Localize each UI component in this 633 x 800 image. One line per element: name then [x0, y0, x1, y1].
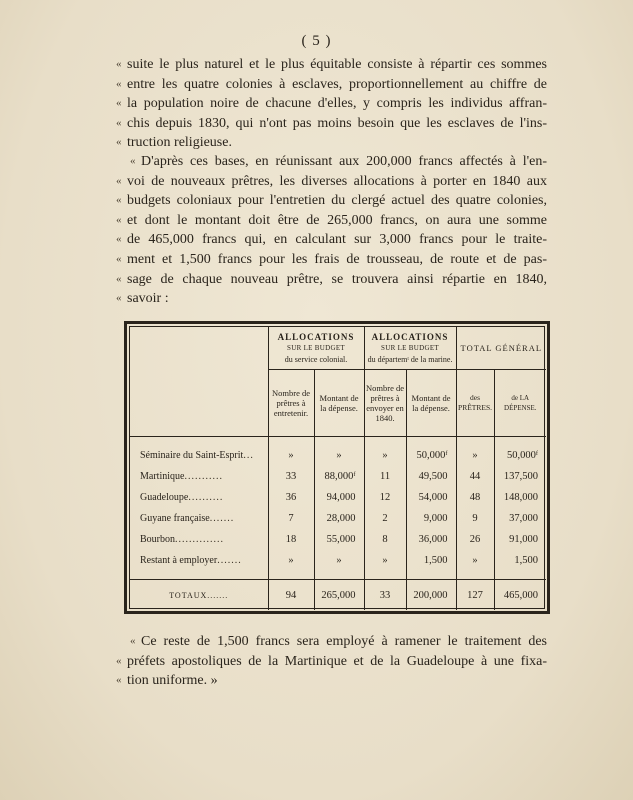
quote-mark: «	[130, 635, 136, 647]
paragraph-2-line-4: et dont le montant doit être de 265,000 francs, on aura une somme	[127, 212, 547, 228]
quote-mark: «	[116, 116, 122, 129]
paragraph-2-line-5: de 465,000 francs qui, en calculant sur 3,000 francs pour le traite-	[127, 232, 547, 248]
table-row: Guyane française....... 7 28,000 2 9,000 9 37,000	[130, 508, 546, 529]
paragraph-3-line-3: tion uniforme. »	[127, 673, 218, 689]
paragraph-2-line-3: budgets coloniaux pour l'entretien du clergé actuel des quatre colonies,	[127, 193, 547, 209]
paragraph-1-line-2: entre les quatre colonies à esclaves, proportionnellement au chiffre de	[127, 76, 547, 92]
group-header-colonial: ALLOCATIONS SUR LE BUDGET du service colonial.	[268, 327, 364, 370]
allocation-table	[130, 327, 546, 610]
quote-mark: «	[116, 97, 122, 110]
quote-mark: «	[116, 136, 122, 149]
paragraph-2-line-1: D'après ces bases, en réunissant aux 200,000 francs affectés à l'en-	[141, 154, 547, 169]
quote-mark: «	[116, 174, 122, 187]
page-number: ( 5 )	[301, 33, 332, 49]
col-header-priests-send: Nombre de prêtres à envoyer en 1840.	[364, 370, 406, 437]
quote-mark: «	[116, 654, 122, 667]
table-row: Guadeloupe.......... 36 94,000 12 54,000 48 148,000	[130, 487, 546, 508]
paragraph-2-line-6: ment et 1,500 francs pour les frais de trousseau, de route et de pas-	[127, 251, 547, 267]
paragraph-3-line-1: Ce reste de 1,500 francs sera employé à ramener le traitement des	[141, 634, 547, 649]
col-header-priests-maintain: Nombre de prêtres à entretenir.	[268, 370, 314, 437]
quote-mark: «	[116, 58, 122, 70]
paragraph-1-line-4: chis depuis 1830, qui n'ont pas moins besoin que les esclaves de l'ins-	[127, 115, 547, 131]
quote-mark: «	[116, 252, 122, 265]
paragraph-2-line-8: savoir :	[127, 291, 169, 307]
paragraph-2-line-2: voi de nouveaux prêtres, les diverses allocations à porter en 1840 aux	[127, 173, 547, 189]
paragraph-1-line-1: suite le plus naturel et le plus équitable consiste à répartir ces sommes	[127, 57, 547, 72]
table-row: Martinique........... 33 88,000ᶠ 11 49,500 44 137,500	[130, 466, 546, 487]
col-header-total-priests: des PRÊTRES.	[456, 370, 494, 437]
quote-mark: «	[116, 272, 122, 285]
quote-mark: «	[116, 674, 122, 687]
quote-mark: «	[116, 292, 122, 305]
paragraph-3	[116, 632, 547, 691]
table-total-row: TOTAUX....... 94 265,000 33 200,000 127 465,000	[130, 580, 546, 611]
paragraph-3-line-2: préfets apostoliques de la Martinique et de la Guadeloupe à une fixa-	[127, 653, 547, 669]
col-header-expense-2: Montant de la dépense.	[406, 370, 456, 437]
allocation-table-frame	[124, 321, 550, 614]
paragraph-1-line-3: la population noire de chacune d'elles, y compris les individus affran-	[127, 96, 547, 112]
paragraph-2	[116, 152, 547, 309]
table-row: Séminaire du Saint-Esprit... » » » 50,000ᶠ » 50,000ᶠ	[130, 445, 546, 466]
paragraph-1-line-5: truction religieuse.	[127, 135, 232, 151]
quote-mark: «	[116, 213, 122, 226]
paragraph-1	[116, 55, 547, 153]
group-header-total: TOTAL GÉNÉRAL	[456, 327, 546, 370]
quote-mark: «	[130, 155, 136, 167]
paragraph-2-line-7: sage de chaque nouveau prêtre, se trouvera ainsi répartie en 1840,	[127, 271, 547, 287]
table-row: Bourbon.............. 18 55,000 8 36,000 26 91,000	[130, 529, 546, 550]
row-label-header	[130, 327, 268, 437]
col-header-expense-1: Montant de la dépense.	[314, 370, 364, 437]
quote-mark: «	[116, 233, 122, 246]
group-header-marine: ALLOCATIONS SUR LE BUDGET du départemᵗ de la marine.	[364, 327, 456, 370]
table-row: Restant à employer....... » » » 1,500 » 1,500	[130, 550, 546, 571]
quote-mark: «	[116, 194, 122, 207]
col-header-total-expense: de LA DÉPENSE.	[494, 370, 546, 437]
quote-mark: «	[116, 77, 122, 90]
